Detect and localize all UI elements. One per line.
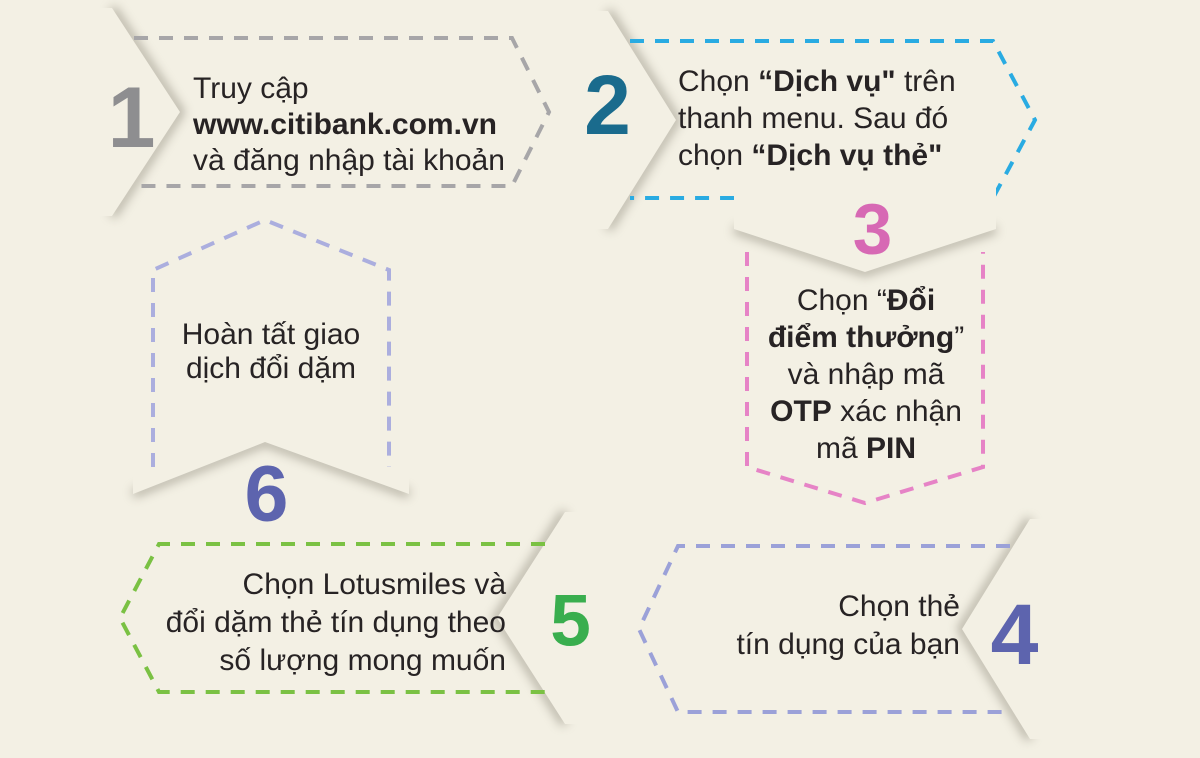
text-segment: xác nhận — [831, 395, 962, 428]
text-segment: Hoàn tất giao — [181, 318, 361, 351]
text-segment: OTP — [770, 395, 832, 428]
text-segment: và nhập mã — [787, 358, 945, 391]
text-segment: Truy cập — [193, 72, 309, 105]
text-segment: đổi dặm thẻ tín dụng theo — [165, 606, 506, 639]
text-segment: Đổi — [886, 284, 936, 317]
step-6-number: 6 — [244, 448, 288, 538]
text-segment: mã — [815, 432, 866, 465]
text-segment: www.citibank.com.vn — [193, 108, 497, 141]
text-segment: trên — [895, 65, 956, 98]
step-2-number: 2 — [584, 58, 630, 152]
text-segment: chọn — [678, 139, 752, 172]
text-segment: điểm thưởng — [767, 321, 955, 354]
step-4-number: 4 — [990, 587, 1038, 683]
text-segment: Chọn Lotusmiles và — [242, 568, 506, 601]
text-segment: thanh menu. Sau đó — [678, 102, 949, 135]
text-segment: Chọn thẻ — [838, 590, 960, 623]
text-segment: “Dịch vụ thẻ" — [751, 139, 943, 172]
step-3-number: 3 — [852, 190, 892, 270]
text-segment: và đăng nhập tài khoản — [193, 144, 505, 177]
text-line — [182, 352, 360, 386]
text-segment: PIN — [866, 432, 917, 465]
text-segment: dịch đổi dặm — [185, 352, 357, 385]
text-segment: số lượng mong muốn — [219, 644, 506, 677]
step-6-text — [182, 318, 360, 386]
text-segment: tín dụng của bạn — [736, 628, 960, 661]
text-segment: ” — [954, 321, 965, 354]
step-5-number: 5 — [550, 580, 590, 662]
text-segment: Chọn “ — [796, 284, 887, 317]
step-1-number: 1 — [107, 70, 155, 166]
text-line — [182, 318, 360, 352]
text-segment: “Dịch vụ" — [758, 65, 896, 98]
text-segment: Chọn — [678, 65, 759, 98]
